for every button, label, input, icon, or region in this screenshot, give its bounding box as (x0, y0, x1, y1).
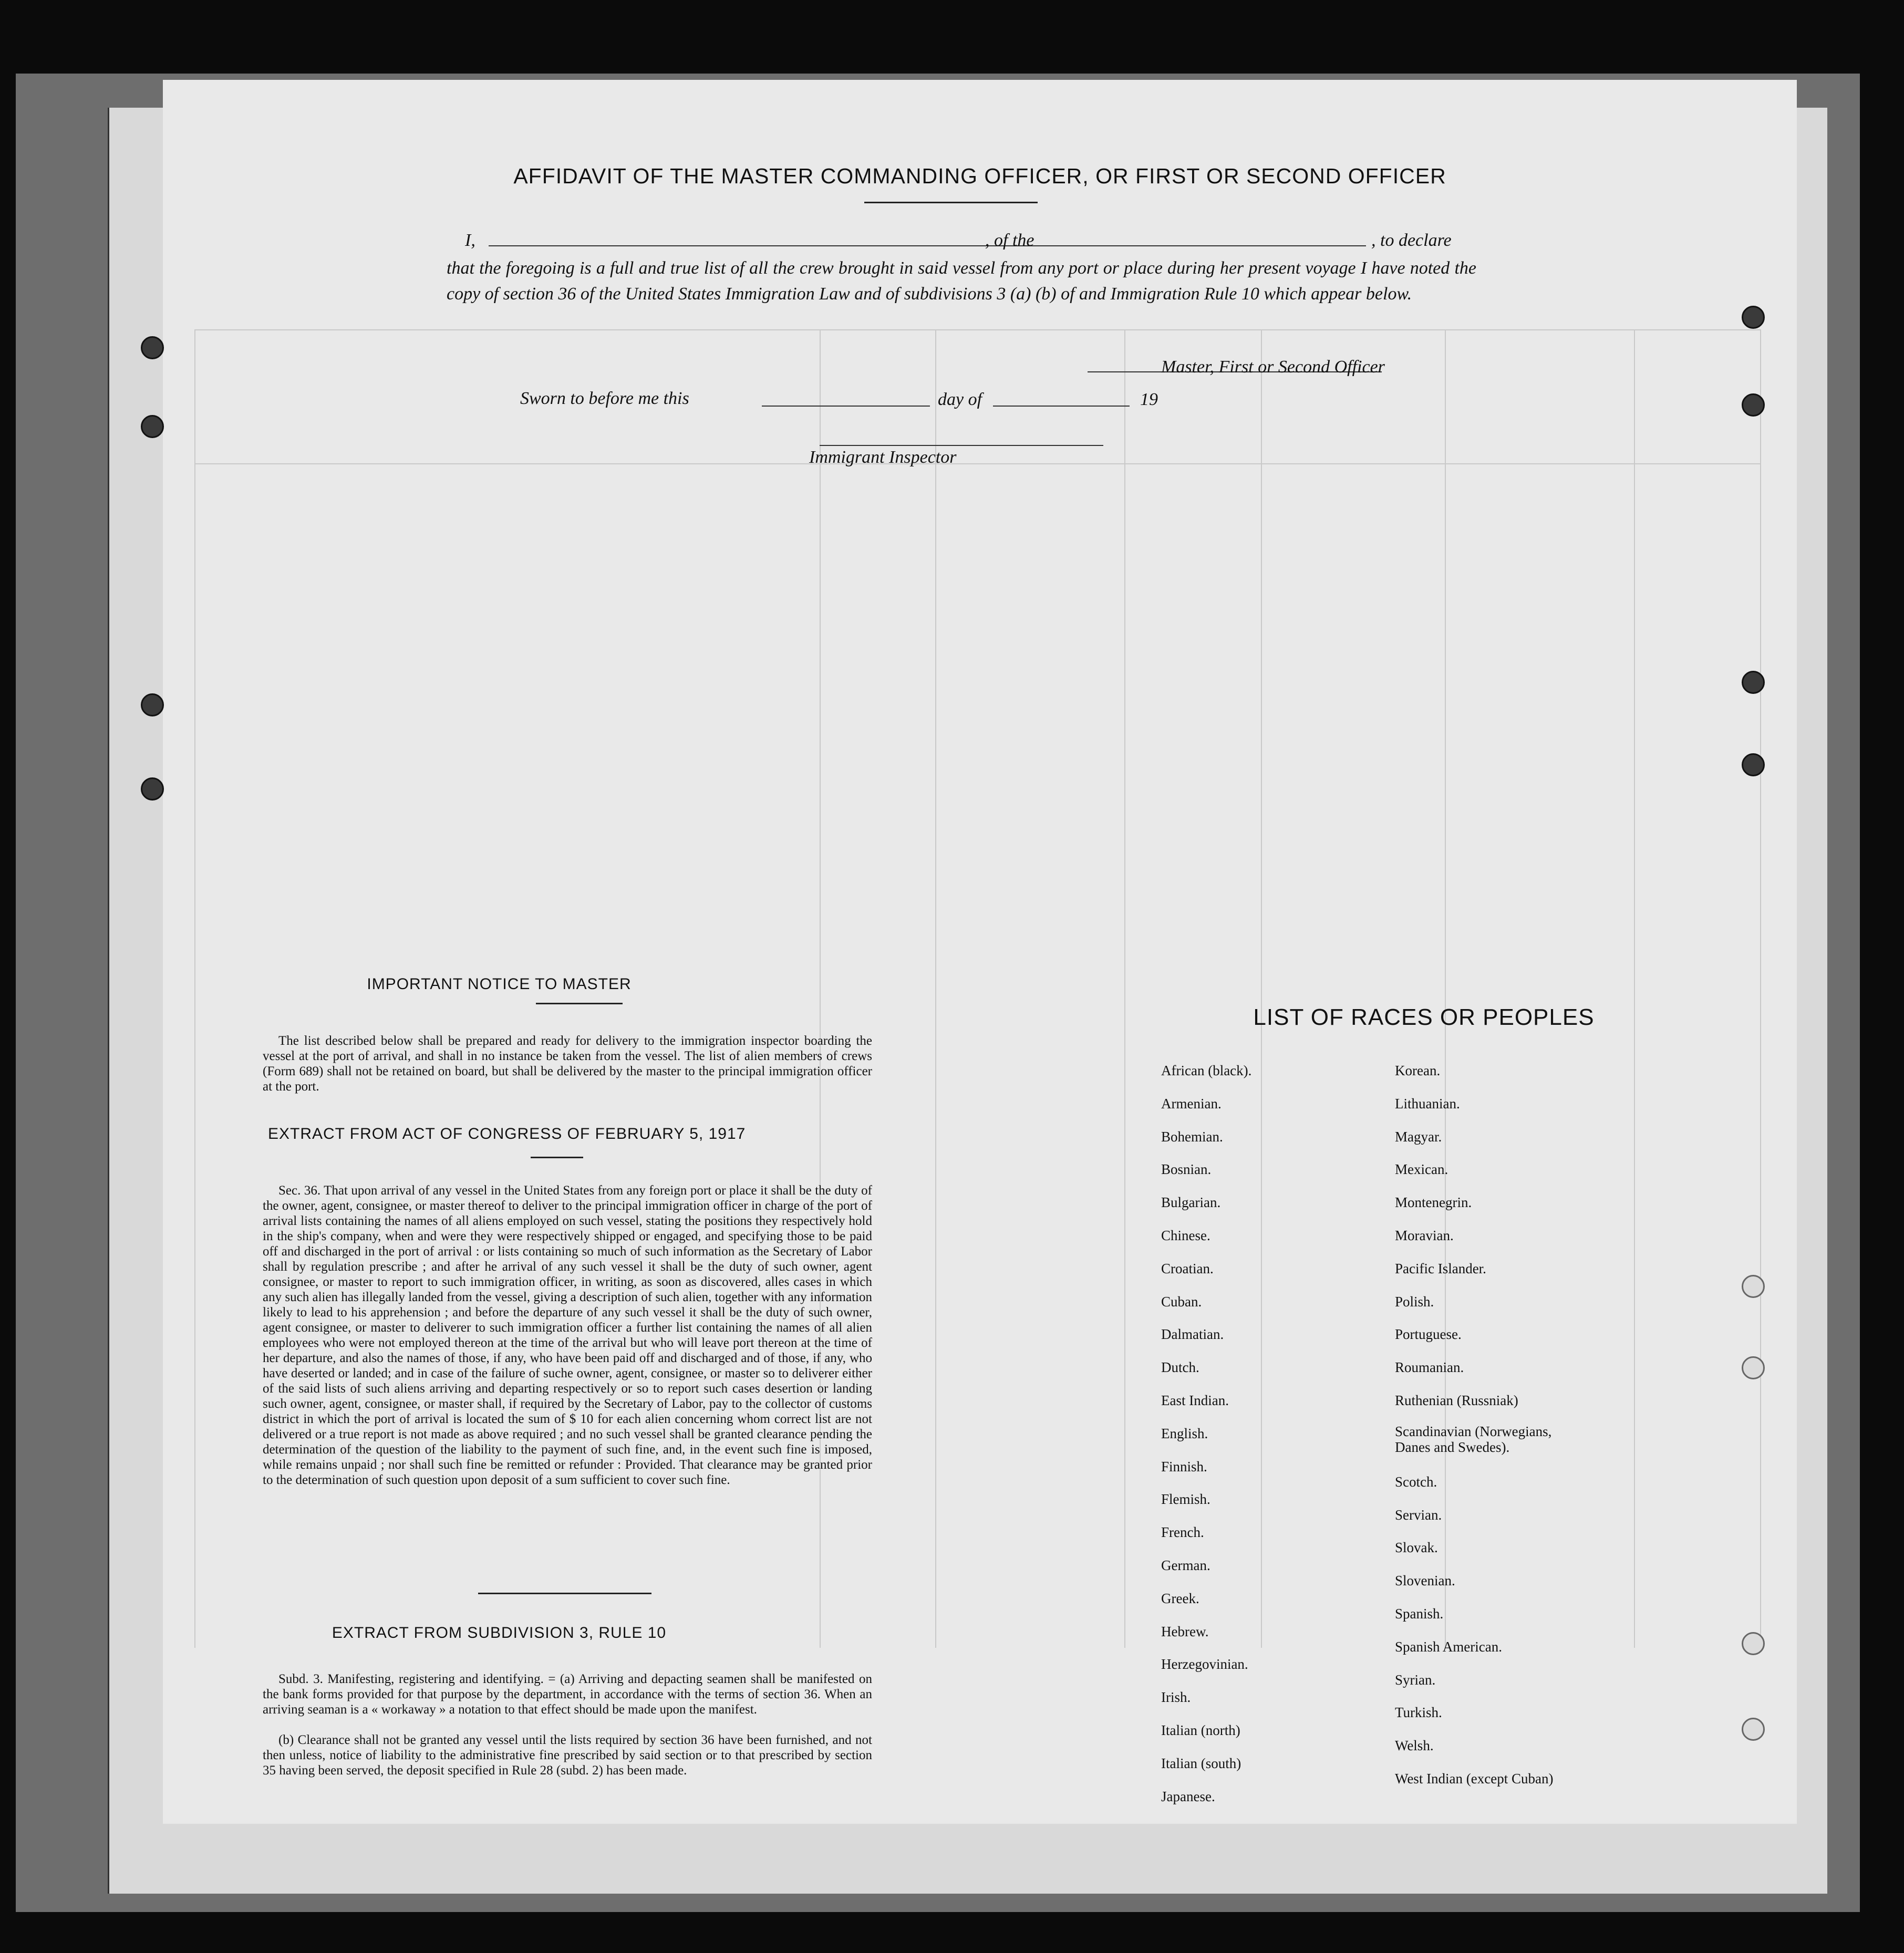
signature-label: Master, First or Second Officer (1161, 357, 1385, 377)
race-item: Spanish. (1395, 1605, 1444, 1622)
notice-heading: IMPORTANT NOTICE TO MASTER (367, 975, 632, 993)
binder-hole (141, 336, 164, 359)
binder-hole (1742, 753, 1765, 776)
affidavit-body: that the foregoing is a full and true list of all the crew brought in said vessel from any port or place during her present voyage I have noted the copy of section 36 of the United States Immigration Law and of subdivisions 3 (a) (b) of and Immigration Rule 10 which appear below. (447, 258, 1476, 304)
race-item: Scandinavian (Norwegians, Danes and Swedes). (1395, 1423, 1552, 1455)
rule-heading: EXTRACT FROM SUBDIVISION 3, RULE 10 (332, 1624, 667, 1642)
sworn-day-blank[interactable] (762, 390, 930, 407)
act-rule (531, 1157, 583, 1158)
race-item: Polish. (1395, 1293, 1434, 1310)
race-item: Syrian. (1395, 1671, 1436, 1688)
race-item: Croatian. (1161, 1260, 1214, 1276)
binder-hole (1742, 306, 1765, 329)
race-item: Bohemian. (1161, 1128, 1223, 1145)
race-item: West Indian (except Cuban) (1395, 1770, 1554, 1786)
bleed-grid-line (194, 329, 1760, 330)
binder-hole (141, 415, 164, 438)
race-item: Montenegrin. (1395, 1194, 1472, 1211)
day-of-label: day of (938, 390, 982, 409)
rule-text-b: (b) Clearance shall not be granted any vessel until the lists required by section 36 have been furnished, and not then unless, notice of liability to the administrative fine prescribed by said section or to that prescribed by section 35 having been served, the deposit specified in Rule 28 (subd. 2) has been made. (263, 1733, 872, 1778)
bleed-grid-line (1124, 329, 1125, 1648)
race-item: Bulgarian. (1161, 1194, 1221, 1211)
year-label: 19 (1140, 390, 1158, 409)
month-blank[interactable] (993, 390, 1130, 407)
race-item: Spanish American. (1395, 1638, 1502, 1655)
race-item: Hebrew. (1161, 1623, 1209, 1639)
races-left-column (1161, 1054, 1251, 1813)
binder-hole (141, 777, 164, 801)
race-item: Turkish. (1395, 1705, 1442, 1721)
binder-hole (1742, 1632, 1765, 1655)
race-item: Slovak. (1395, 1540, 1438, 1556)
race-item: Flemish. (1161, 1491, 1210, 1508)
bleed-grid-line (194, 463, 1760, 464)
race-item: Cuban. (1161, 1293, 1202, 1310)
race-item: Scotch. (1395, 1473, 1437, 1490)
binder-hole (1742, 1275, 1765, 1298)
race-item: Welsh. (1395, 1738, 1434, 1754)
title-rule (864, 202, 1038, 203)
act-heading: EXTRACT FROM ACT OF CONGRESS OF FEBRUARY 5, 1917 (268, 1125, 746, 1142)
bleed-grid-line (1261, 329, 1262, 1648)
race-item: English. (1161, 1425, 1208, 1441)
act-text: Sec. 36. That upon arrival of any vessel in the United States from any foreign port or place it shall be the duty of the owner, agent, consignee, or master thereof to deliver to the principal immigration officer in charge of the port of arrival lists containing the names of all aliens employed on such vessel, stating the positions they respectively hold in the ship's company, when and were they were respectively shipped or engaged, and specifying those to be paid off and discharged in the port of arrival : or lists containing so much of such information as the Secretary of Labor shall by regulation prescribe ; and after he arrival of any such vessel it shall be the duty of such owner, agent consignee, or master to report to such immigration officer, in writing, as soon as discovered, alles cases in which any such alien has illegally landed from the vessel, giving a description of such alien, together with any information likely to lead to his apprehension ; and before the departure of any such vessel it shall be the duty of such owner, agent consignee, or master to deliverer to such immigration officer a further list containing the names of all alien employees who were not employed thereon at the time of the arrival but who will leave port thereon at the time of her departure, and also the names of those, if any, who have been paid off and discharged and of those, if any, who have deserted or landed; and in case of the failure of suche owner, agent, consignee, or master so to deliverer either of the said lists of such aliens arriving and departing respectively or so to report such cases desertion or landing such owner, agent, consignee, or master shall, if required by the Secretary of Labor, pay to the collector of customs district in which the port of arrival is located the sum of $ 10 for each alien concerning whom correct list are not delivered or a true report is not made as above required ; and no such vessel shall be granted clearance pending the determination of the question of the liability to the payment of such fine, and, in the event such fine is imposed, while remains unpaid ; nor shall such fine be remitted or refunder : Provided. That clearance may be granted prior to the determination of such question upon deposit of a sum sufficient to cover such fine. (263, 1183, 872, 1487)
binder-hole (141, 693, 164, 716)
of-the-label: , of the (985, 231, 1034, 250)
race-item: Herzegovinian. (1161, 1656, 1248, 1672)
race-item: Armenian. (1161, 1095, 1222, 1111)
to-declare-label: , to declare (1371, 231, 1452, 250)
race-item: Ruthenian (Russniak) (1395, 1392, 1518, 1408)
bleed-grid-line (194, 329, 195, 1648)
sworn-label: Sworn to before me this (520, 389, 689, 408)
binder-hole (1742, 1356, 1765, 1379)
races-heading: LIST OF RACES OR PEOPLES (1253, 1004, 1595, 1030)
race-item: Greek. (1161, 1590, 1199, 1606)
race-item: German. (1161, 1557, 1210, 1573)
affidavit-title: AFFIDAVIT OF THE MASTER COMMANDING OFFICER, OR FIRST OR SECOND OFFICER (513, 164, 1446, 188)
act-end-rule (478, 1593, 651, 1594)
affiant-label: I, (465, 231, 475, 250)
race-item: Magyar. (1395, 1128, 1442, 1145)
race-item: Irish. (1161, 1689, 1191, 1706)
race-item: Dalmatian. (1161, 1326, 1224, 1343)
race-item: Servian. (1395, 1507, 1442, 1523)
race-item: Mexican. (1395, 1161, 1448, 1178)
affidavit-page (163, 80, 1797, 1824)
race-item: Dutch. (1161, 1359, 1199, 1376)
inspector-label: Immigrant Inspector (809, 448, 957, 467)
race-item: Roumanian. (1395, 1359, 1464, 1376)
race-item: Pacific Islander. (1395, 1260, 1486, 1276)
race-item: Moravian. (1395, 1227, 1454, 1243)
notice-rule (536, 1003, 623, 1004)
bleed-grid-line (1760, 329, 1761, 1648)
rule-text-a: Subd. 3. Manifesting, registering and identifying. = (a) Arriving and depacting seamen shall be manifested on the bank forms provided for that purpose by the department, in accordance with the terms of section 36. When an arriving seaman is a « workaway » a notation to that effect should be made upon the manifest. (263, 1672, 872, 1717)
race-item: Japanese. (1161, 1788, 1215, 1804)
vessel-name-blank[interactable] (1051, 230, 1366, 246)
races-right-column (1395, 1054, 1568, 1795)
notice-text: The list described below shall be prepared and ready for delivery to the immigration inspector boarding the vessel at the port of arrival, and shall in no instance be taken from the vessel. The list of alien members of crews (Form 689) shall not be retained on board, but shall be delivered by the master to the principal immigration officer at the port. (263, 1034, 872, 1094)
race-item: Korean. (1395, 1063, 1441, 1078)
race-item: Italian (north) (1161, 1722, 1240, 1738)
race-item: East Indian. (1161, 1392, 1229, 1408)
race-item: French. (1161, 1524, 1204, 1541)
race-item: Finnish. (1161, 1458, 1207, 1474)
bleed-grid-line (935, 329, 936, 1648)
binder-hole (1742, 393, 1765, 417)
race-item: Portuguese. (1395, 1326, 1462, 1343)
race-item: African (black). (1161, 1063, 1252, 1078)
bleed-grid-line (1634, 329, 1635, 1648)
binder-hole (1742, 1718, 1765, 1741)
race-item: Italian (south) (1161, 1755, 1241, 1771)
race-item: Bosnian. (1161, 1161, 1212, 1178)
binder-hole (1742, 671, 1765, 694)
race-item: Slovenian. (1395, 1573, 1455, 1589)
race-item: Lithuanian. (1395, 1095, 1460, 1111)
inspector-signature-blank[interactable] (820, 429, 1103, 446)
race-item: Chinese. (1161, 1227, 1210, 1243)
